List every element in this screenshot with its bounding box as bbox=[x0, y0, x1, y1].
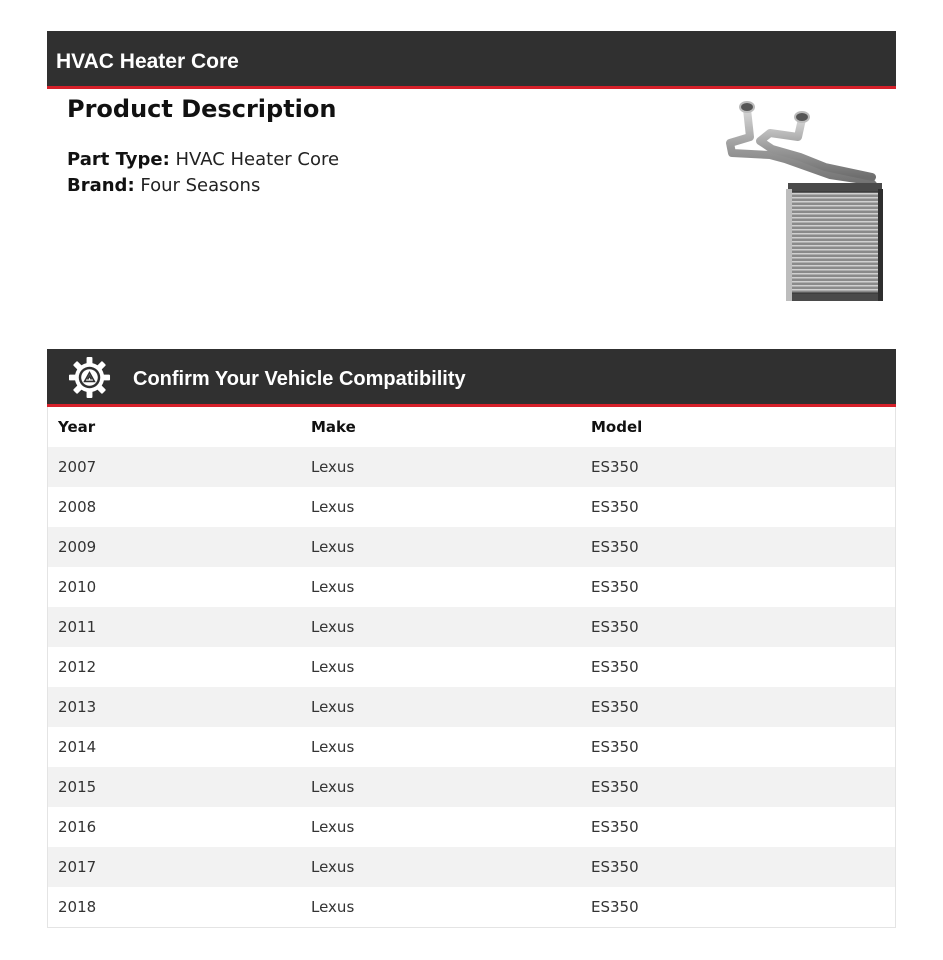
make-cell: Lexus bbox=[311, 658, 355, 676]
make-cell: Lexus bbox=[311, 578, 355, 596]
part-type-label: Part Type: bbox=[67, 149, 170, 170]
brand-value: Four Seasons bbox=[140, 175, 261, 196]
model-cell: ES350 bbox=[591, 658, 639, 676]
make-header: Make bbox=[311, 418, 356, 436]
model-cell: ES350 bbox=[591, 858, 639, 876]
table-row bbox=[48, 527, 895, 567]
year-cell: 2013 bbox=[58, 698, 97, 716]
table-row bbox=[48, 447, 895, 487]
part-type-value: HVAC Heater Core bbox=[175, 149, 340, 170]
model-cell: ES350 bbox=[591, 818, 639, 836]
model-cell: ES350 bbox=[591, 618, 639, 636]
model-cell: ES350 bbox=[591, 778, 639, 796]
make-cell: Lexus bbox=[311, 778, 355, 796]
year-cell: 2010 bbox=[58, 578, 97, 596]
table-row bbox=[48, 767, 895, 807]
table-row bbox=[48, 807, 895, 847]
year-cell: 2018 bbox=[58, 898, 97, 916]
compatibility-banner bbox=[47, 349, 896, 407]
year-cell: 2014 bbox=[58, 738, 97, 756]
year-cell: 2016 bbox=[58, 818, 97, 836]
model-cell: ES350 bbox=[591, 738, 639, 756]
compatibility-title: Confirm Your Vehicle Compatibility bbox=[133, 368, 466, 390]
model-header: Model bbox=[591, 418, 643, 436]
table-row bbox=[48, 687, 895, 727]
brand-label: Brand: bbox=[67, 175, 135, 196]
year-cell: 2017 bbox=[58, 858, 97, 876]
part-type-row bbox=[67, 149, 339, 170]
make-cell: Lexus bbox=[311, 698, 355, 716]
model-cell: ES350 bbox=[591, 498, 639, 516]
year-cell: 2012 bbox=[58, 658, 97, 676]
year-cell: 2007 bbox=[58, 458, 97, 476]
table-row bbox=[48, 647, 895, 687]
make-cell: Lexus bbox=[311, 618, 355, 636]
make-cell: Lexus bbox=[311, 538, 355, 556]
product-title-banner bbox=[47, 31, 896, 89]
gear-icon bbox=[68, 356, 111, 399]
table-header-row bbox=[48, 407, 895, 447]
banner-title: HVAC Heater Core bbox=[56, 50, 239, 73]
make-cell: Lexus bbox=[311, 498, 355, 516]
year-header: Year bbox=[58, 418, 96, 436]
model-cell: ES350 bbox=[591, 698, 639, 716]
make-cell: Lexus bbox=[311, 738, 355, 756]
year-cell: 2008 bbox=[58, 498, 97, 516]
product-description-heading: Product Description bbox=[67, 95, 337, 123]
make-cell: Lexus bbox=[311, 898, 355, 916]
model-cell: ES350 bbox=[591, 898, 639, 916]
table-row bbox=[48, 607, 895, 647]
model-cell: ES350 bbox=[591, 538, 639, 556]
table-row bbox=[48, 487, 895, 527]
year-cell: 2015 bbox=[58, 778, 97, 796]
heater-core-image bbox=[710, 97, 890, 309]
model-cell: ES350 bbox=[591, 458, 639, 476]
table-row bbox=[48, 727, 895, 767]
table-row bbox=[48, 847, 895, 887]
year-cell: 2011 bbox=[58, 618, 97, 636]
year-cell: 2009 bbox=[58, 538, 97, 556]
model-cell: ES350 bbox=[591, 578, 639, 596]
brand-row bbox=[67, 175, 260, 196]
make-cell: Lexus bbox=[311, 458, 355, 476]
make-cell: Lexus bbox=[311, 858, 355, 876]
table-row bbox=[48, 887, 895, 927]
make-cell: Lexus bbox=[311, 818, 355, 836]
compatibility-table bbox=[47, 407, 896, 928]
table-row bbox=[48, 567, 895, 607]
